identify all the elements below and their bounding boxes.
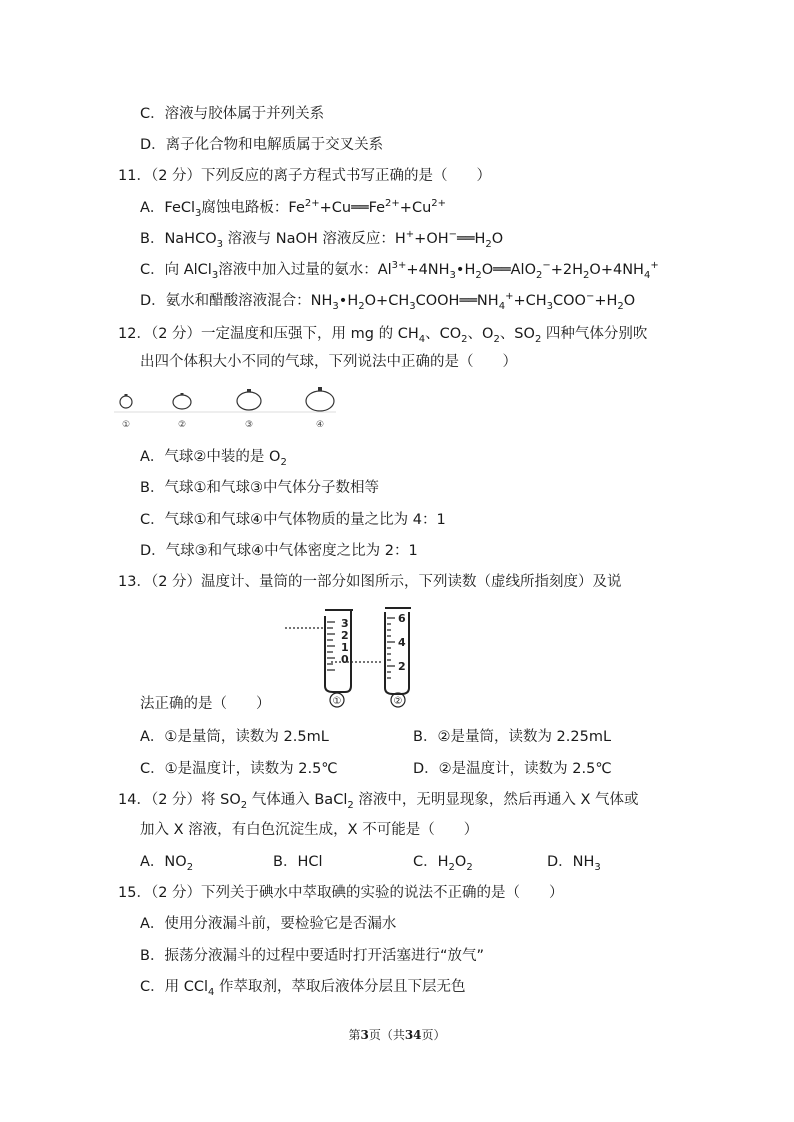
q15-stem: 15．（2 分）下列关于碘水中萃取碘的实验的说法不正确的是（ ） <box>118 885 564 901</box>
balloon-label-3: ③ <box>244 420 254 430</box>
q13-stem-line2: 法正确的是（ ） <box>140 696 271 712</box>
q14-stem-line1: 14．（2 分）将 $SO_2$ 气体通入 BaCl$_2$ 溶液中，无明显现象，然后再通入 X 气体或 <box>118 792 639 811</box>
scale1-label-0: 0 <box>341 653 349 666</box>
instrument-2-label: ② <box>393 696 403 707</box>
q12-stem-line2: 出四个体积大小不同的气球，下列说法中正确的是（ ） <box>140 354 517 370</box>
q14-stem-line2: 加入 X 溶液，有白色沉淀生成，X 不可能是（ ） <box>140 822 479 838</box>
q10-option-d: D．离子化合物和电解质属于交叉关系 <box>140 137 384 153</box>
balloon-figure <box>110 384 340 434</box>
scale1-label-1: 1 <box>341 641 349 654</box>
scale2-label-2: 2 <box>398 660 406 673</box>
page-footer: 第3页（共34页） <box>348 1028 446 1042</box>
q15-option-c: C．用 CCl$_4$ 作萃取剂，萃取后液体分层且下层无色 <box>140 979 466 998</box>
q14-option-a: A．$NO_2$ <box>140 854 194 873</box>
q12-option-d: D．气球③和气球④中气体密度之比为 2：1 <box>140 543 418 559</box>
balloon-label-1: ① <box>121 420 131 430</box>
q13-stem-line1: 13．（2 分）温度计、量筒的一部分如图所示，下列读数（虚线所指刻度）及说 <box>118 574 622 590</box>
page-number: 3 <box>360 1028 369 1042</box>
q13-option-b: B．②是量筒，读数为 2.25mL <box>413 729 612 745</box>
q13-option-a: A．①是量筒，读数为 2.5mL <box>140 729 329 745</box>
q13-option-c: C．①是温度计，读数为 2.5℃ <box>140 761 338 777</box>
q12-option-a: A．气球②中装的是 $O_2$ <box>140 449 287 468</box>
q12-stem-line1: 12．（2 分）一定温度和压强下，用 mg 的 $CH_4$、$CO_2$、$O_2$、$SO_2$ 四种气体分别吹 <box>118 326 648 345</box>
q14-option-c: C．$H_2O_2$ <box>413 854 473 873</box>
page-total: 34 <box>404 1028 422 1042</box>
q11-option-d: D．氨水和醋酸溶液混合：$NH_3•H_2O+CH_3COOH══NH_4^++CH_3COO^-+H_2O$ <box>140 291 636 312</box>
q12-option-c: C．气球①和气球④中气体物质的量之比为 4：1 <box>140 512 446 528</box>
scale1-label-2: 2 <box>341 629 349 642</box>
q11-option-b: B．NaHCO$_3$ 溶液与 NaOH 溶液反应：$H^++OH^-══H_2O$ <box>140 229 504 250</box>
q11-option-c: C．向 AlCl$_3$溶液中加入过量的氨水：$Al^{3+}+4NH_3•H_2O══AlO_2^-+2H_2O+4NH_4^+$ <box>140 260 659 281</box>
balloon-4 <box>306 387 334 411</box>
balloon-3 <box>237 389 261 410</box>
q15-option-a: A．使用分液漏斗前，要检验它是否漏水 <box>140 916 397 932</box>
scale1-label-3: 3 <box>341 617 349 630</box>
scale2-label-6: 6 <box>398 612 406 625</box>
balloon-label-4: ④ <box>315 420 325 430</box>
q11-option-a: A．FeCl$_3$腐蚀电路板：$Fe^{2+}+Cu══Fe^{2+}+Cu^{2+}$ <box>140 198 447 219</box>
q12-option-b: B．气球①和气球③中气体分子数相等 <box>140 480 379 496</box>
balloon-2 <box>173 393 191 409</box>
q10-option-c: C．溶液与胶体属于并列关系 <box>140 106 325 122</box>
balloon-1 <box>120 394 132 408</box>
instrument-1 <box>285 610 353 707</box>
q15-option-b: B．振荡分液漏斗的过程中要适时打开活塞进行“放气” <box>140 948 484 964</box>
q14-option-b: B．HCl <box>273 854 323 870</box>
q14-option-d: D．$NH_3$ <box>547 854 601 873</box>
balloon-label-2: ② <box>177 420 187 430</box>
q11-stem: 11．（2 分）下列反应的离子方程式书写正确的是（ ） <box>118 168 492 184</box>
measuring-figure <box>285 600 425 708</box>
instrument-1-label: ① <box>332 696 342 707</box>
q13-option-d: D．②是温度计，读数为 2.5℃ <box>413 761 612 777</box>
scale2-label-4: 4 <box>398 636 406 649</box>
